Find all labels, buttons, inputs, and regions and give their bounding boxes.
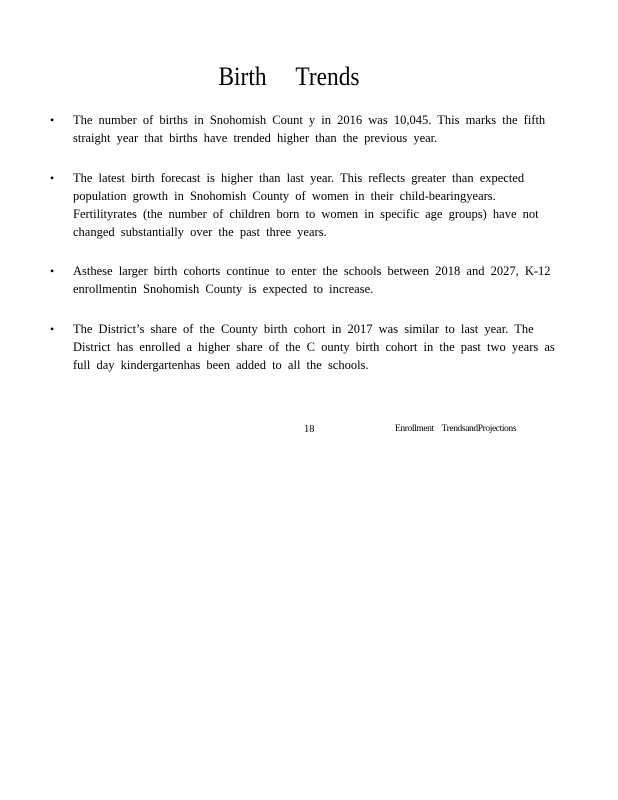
bullet-line: enrollmentin Snohomish County is expected to increase.: [73, 282, 374, 296]
bullet-line: Fertilityrates (the number of children born to women in specific age groups) have not: [73, 207, 539, 221]
bullet-item: [48, 320, 568, 374]
page-number: 18: [304, 424, 315, 435]
footer-text: Enrollment TrendsandProjections: [395, 424, 517, 434]
bullet-list: [48, 111, 568, 396]
bullet-icon: •: [50, 113, 55, 127]
bullet-line: changed substantially over the past three years.: [73, 225, 327, 239]
bullet-line: The District’s share of the County birth cohort in 2017 was similar to last year. The: [73, 322, 534, 336]
bullet-icon: •: [50, 322, 55, 336]
bullet-item: [48, 111, 568, 147]
bullet-item: [48, 262, 568, 298]
bullet-line: straight year that births have trended higher than the previous year.: [73, 131, 438, 145]
page-title: Birth Trends: [218, 62, 360, 91]
bullet-line: District has enrolled a higher share of the C ounty birth cohort in the past two years as: [73, 340, 555, 354]
bullet-icon: •: [50, 264, 55, 278]
bullet-line: Asthese larger birth cohorts continue to enter the schools between 2018 and 2027, K-12: [73, 264, 551, 278]
bullet-icon: •: [50, 171, 55, 185]
bullet-line: population growth in Snohomish County of women in their child-bearingyears.: [73, 189, 496, 203]
bullet-line: The latest birth forecast is higher than last year. This reflects greater than expected: [73, 171, 525, 185]
bullet-line: full day kindergartenhas been added to all the schools.: [73, 358, 369, 372]
bullet-line: The number of births in Snohomish Count y in 2016 was 10,045. This marks the fifth: [73, 113, 546, 127]
bullet-item: [48, 169, 568, 241]
page-footer: [0, 424, 618, 438]
